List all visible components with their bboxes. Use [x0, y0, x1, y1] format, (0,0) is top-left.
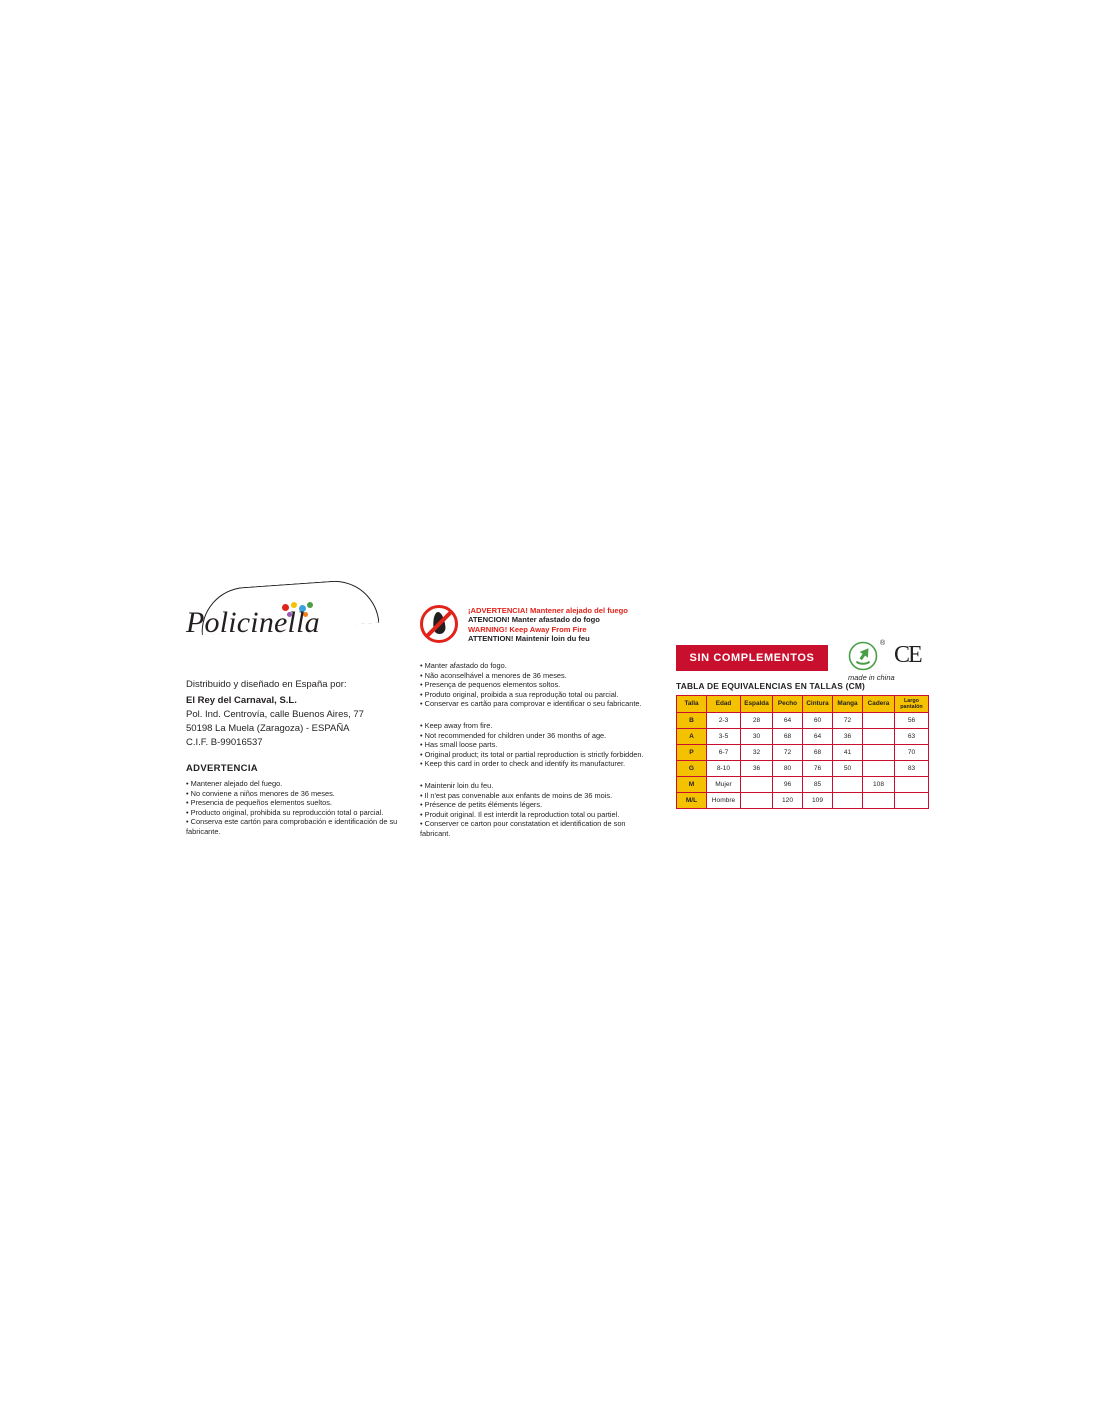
- cell-espalda: 30: [741, 729, 773, 745]
- brand-name: Policinella: [186, 606, 320, 639]
- cell-espalda: [741, 777, 773, 793]
- table-row: [677, 761, 929, 777]
- table-header-row: [677, 696, 929, 713]
- cell-talla: A: [677, 729, 707, 745]
- cell-cintura: 68: [803, 745, 833, 761]
- ce-mark-icon: CE: [894, 642, 921, 668]
- table-row: [677, 713, 929, 729]
- cell-talla: B: [677, 713, 707, 729]
- bullet-item: • Não aconselhável a menores de 36 meses.: [420, 670, 567, 680]
- cell-cadera: [863, 729, 895, 745]
- bullet-item: • Produit original. Il est interdit la reproduction total ou partiel.: [420, 809, 620, 819]
- bullet-item: • Presença de pequenos elementos soltos.: [420, 680, 561, 690]
- cell-pecho: 72: [773, 745, 803, 761]
- column-header-espalda: Espalda: [741, 696, 773, 713]
- bullet-item: • Keep this card in order to check and identify its manufacturer.: [420, 759, 626, 769]
- warning-bullets-pt: [420, 661, 655, 709]
- bullet-item: • Original product; its total or partial reproduction is strictly forbidden.: [420, 749, 644, 759]
- cell-pecho: 80: [773, 761, 803, 777]
- bullet-item: • Maintenir loin du feu.: [420, 780, 494, 790]
- cell-largo: 83: [895, 761, 929, 777]
- bullet-item: • Conserver ce carton pour constatation et identification de son fabricant.: [420, 819, 626, 838]
- cell-pecho: 96: [773, 777, 803, 793]
- column-header-cintura: Cintura: [803, 696, 833, 713]
- column-header-cadera: Cadera: [863, 696, 895, 713]
- cell-cintura: 60: [803, 713, 833, 729]
- distributor-block: [186, 678, 416, 750]
- cell-largo: 70: [895, 745, 929, 761]
- column-header-edad: Edad: [707, 696, 741, 713]
- cell-largo: 63: [895, 729, 929, 745]
- cell-cadera: [863, 761, 895, 777]
- cell-espalda: 28: [741, 713, 773, 729]
- bullet-item: • Il n'est pas convenable aux enfants de moins de 36 mois.: [420, 790, 613, 800]
- cell-talla: M: [677, 777, 707, 793]
- cell-manga: 50: [833, 761, 863, 777]
- made-in-label: made in china: [848, 673, 895, 682]
- left-column: [186, 584, 416, 837]
- cell-edad: 3-5: [707, 729, 741, 745]
- table-row: [677, 745, 929, 761]
- cell-talla: G: [677, 761, 707, 777]
- cell-cintura: 64: [803, 729, 833, 745]
- cell-manga: 72: [833, 713, 863, 729]
- fire-warning-header: [420, 605, 655, 651]
- column-header-manga: Manga: [833, 696, 863, 713]
- cell-largo: [895, 793, 929, 809]
- bullet-item: • Producto original, prohibida su reproducción total o parcial.: [186, 807, 384, 817]
- bullet-item: • Conserva este cartón para comprobación e identificación de su fabricante.: [186, 817, 398, 836]
- cell-edad: 8-10: [707, 761, 741, 777]
- cell-pecho: 68: [773, 729, 803, 745]
- cell-espalda: 36: [741, 761, 773, 777]
- bullet-item: • Not recommended for children under 36 months of age.: [420, 730, 607, 740]
- cell-edad: 2-3: [707, 713, 741, 729]
- cell-cadera: 108: [863, 777, 895, 793]
- cell-manga: [833, 777, 863, 793]
- bullet-item: • Keep away from fire.: [420, 720, 493, 730]
- warning-bullets-fr: [420, 781, 655, 839]
- company-cif: C.I.F. B-99016537: [186, 737, 263, 748]
- cell-talla: P: [677, 745, 707, 761]
- brand-logo: [186, 584, 386, 654]
- cell-largo: 56: [895, 713, 929, 729]
- column-header-pecho: Pecho: [773, 696, 803, 713]
- column-header-talla: Talla: [677, 696, 707, 713]
- bullet-item: • Presencia de pequeños elementos sueltos.: [186, 798, 332, 808]
- cell-cadera: [863, 745, 895, 761]
- cell-largo: [895, 777, 929, 793]
- size-table-title: TABLA DE EQUIVALENCIAS EN TALLAS (CM): [676, 681, 866, 691]
- cell-edad: Hombre: [707, 793, 741, 809]
- cell-cintura: 109: [803, 793, 833, 809]
- table-row: [677, 777, 929, 793]
- cell-manga: 36: [833, 729, 863, 745]
- warning-line-pt: ATENCION! Manter afastado do fogo: [468, 615, 600, 625]
- certification-badges: [848, 641, 948, 687]
- right-column: [676, 640, 946, 809]
- cell-edad: Mujer: [707, 777, 741, 793]
- address-line-2: 50198 La Muela (Zaragoza) - ESPAÑA: [186, 723, 350, 734]
- column-header-largo-pantalon: Largo pantalón: [895, 696, 929, 713]
- bullet-item: • No conviene a niños menores de 36 meses.: [186, 788, 335, 798]
- bullet-item: • Produto original, proibida a sua reprodução total ou parcial.: [420, 689, 619, 699]
- bullet-item: • Has small loose parts.: [420, 740, 498, 750]
- size-equivalence-table: [676, 695, 929, 809]
- cell-pecho: 120: [773, 793, 803, 809]
- cell-talla: M/L: [677, 793, 707, 809]
- cell-manga: 41: [833, 745, 863, 761]
- bullet-item: • Conservar es cartão para comprovar e identificar o seu fabricante.: [420, 699, 642, 709]
- warning-line-fr: ATTENTION! Maintenir loin du feu: [468, 634, 590, 644]
- distributed-by-label: Distribuido y diseñado en España por:: [186, 679, 347, 690]
- table-row: [677, 729, 929, 745]
- warning-title: ADVERTENCIA: [186, 763, 258, 774]
- registered-trademark-icon: ®: [880, 640, 886, 647]
- cell-cadera: [863, 793, 895, 809]
- warning-bullets-es: [186, 779, 416, 837]
- warning-line-en: WARNING! Keep Away From Fire: [468, 624, 587, 634]
- recycle-icon: [848, 641, 878, 671]
- cell-espalda: [741, 793, 773, 809]
- address-line-1: Pol. Ind. Centrovía, calle Buenos Aires, 77: [186, 709, 364, 720]
- fire-warning-text: [468, 606, 628, 644]
- no-fire-icon: [420, 605, 460, 645]
- cell-edad: 6-7: [707, 745, 741, 761]
- bullet-item: • Présence de petits éléments légers.: [420, 800, 543, 810]
- company-name: El Rey del Carnaval, S.L.: [186, 695, 297, 706]
- no-accessories-banner: SIN COMPLEMENTOS: [676, 645, 828, 671]
- cell-espalda: 32: [741, 745, 773, 761]
- cell-cadera: [863, 713, 895, 729]
- warning-line-es: ¡ADVERTENCIA! Mantener alejado del fuego: [468, 606, 628, 615]
- cell-manga: [833, 793, 863, 809]
- table-row: [677, 793, 929, 809]
- bullet-item: • Mantener alejado del fuego.: [186, 779, 283, 788]
- cell-pecho: 64: [773, 713, 803, 729]
- cell-cintura: 76: [803, 761, 833, 777]
- cell-cintura: 85: [803, 777, 833, 793]
- bullet-item: • Manter afastado do fogo.: [420, 661, 507, 670]
- warning-bullets-en: [420, 721, 655, 769]
- middle-column: [420, 605, 655, 839]
